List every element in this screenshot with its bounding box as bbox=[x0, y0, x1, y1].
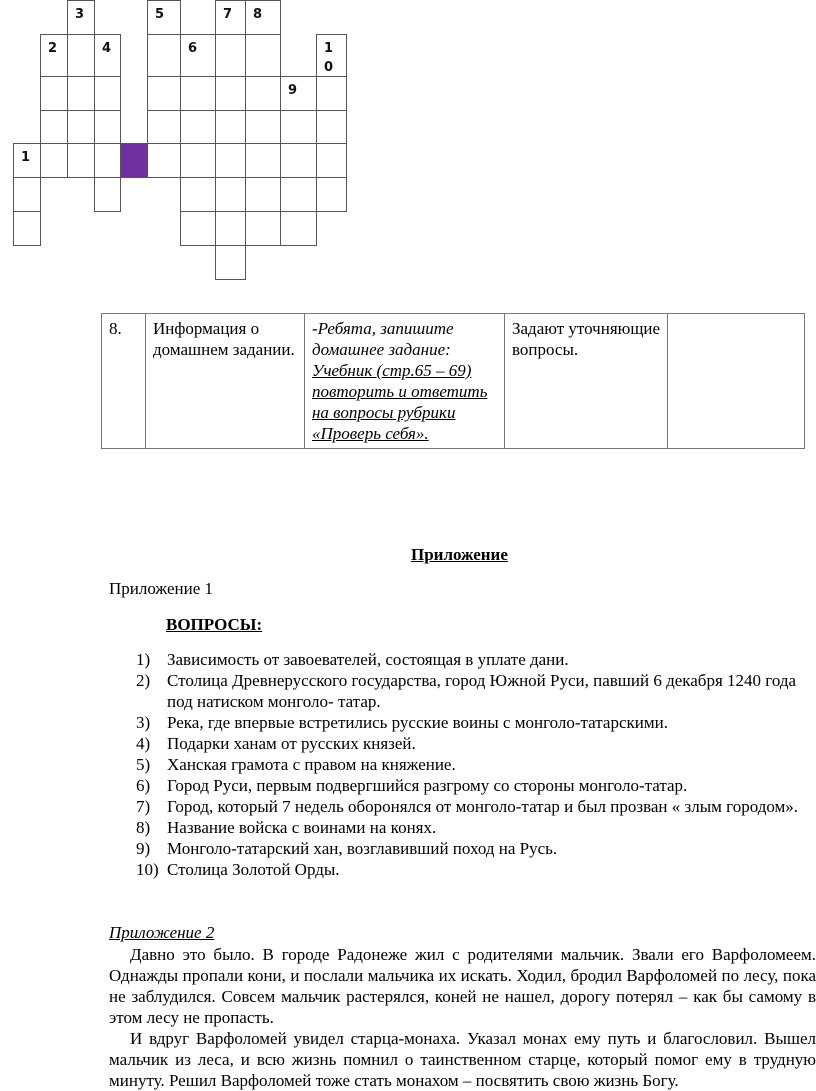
crossword-cell bbox=[245, 0, 281, 35]
question-text: Монголо-татарский хан, возглавивший поход на Русь. bbox=[167, 839, 558, 858]
clue-number: 10 bbox=[324, 41, 334, 75]
question-number: 1) bbox=[136, 650, 151, 669]
crossword-cell bbox=[67, 143, 95, 178]
crossword-cell bbox=[215, 143, 246, 178]
crossword-cell bbox=[147, 34, 181, 77]
story-paragraph: И вдруг Варфоломей увидел старца-монаха. Указал монах ему путь и благословил. Вышел мальчик из леса, и всю жизнь помнил о таинственном старце, который помог ему в трудную минуту. Решил Варфоломей тоже стать монахом – посвятить свою жизнь Богу. bbox=[109, 1029, 816, 1090]
question-item bbox=[136, 775, 806, 796]
question-text: Столица Древнерусского государства, город Южной Руси, павший 6 декабря 1240 года под натиском монголо- татар. bbox=[167, 671, 797, 711]
crossword-cell bbox=[147, 143, 181, 178]
clue-number: 2 bbox=[48, 41, 58, 56]
crossword-cell bbox=[180, 76, 216, 111]
crossword-cell bbox=[245, 34, 281, 77]
clue-number: 1 bbox=[21, 150, 31, 165]
crossword-cell bbox=[180, 177, 216, 212]
question-text: Подарки ханам от русских князей. bbox=[167, 734, 416, 753]
student-activity-cell: Задают уточняющие вопросы. bbox=[505, 314, 668, 449]
crossword-grid bbox=[0, 0, 360, 285]
crossword-cell bbox=[180, 143, 216, 178]
table-row bbox=[102, 314, 805, 449]
crossword-cell bbox=[245, 143, 281, 178]
crossword-cell bbox=[147, 0, 181, 35]
crossword-cell bbox=[40, 110, 68, 144]
crossword-cell bbox=[215, 0, 246, 35]
appendix-1-label: Приложение 1 bbox=[109, 579, 213, 598]
question-item bbox=[136, 796, 806, 817]
question-item bbox=[136, 817, 806, 838]
question-item bbox=[136, 712, 806, 733]
question-number: 5) bbox=[136, 755, 151, 774]
crossword-cell bbox=[245, 211, 281, 246]
crossword-cell bbox=[316, 177, 347, 212]
question-text: Зависимость от завоевателей, состоящая в уплате дани. bbox=[167, 650, 569, 669]
crossword-cell bbox=[215, 76, 246, 111]
homework-task-text: Учебник (стр.65 – 69) повторить и ответить на вопросы рубрики «Проверь себя». bbox=[312, 361, 488, 443]
appendix-heading: Приложение bbox=[411, 545, 508, 564]
crossword-cell bbox=[13, 177, 41, 212]
crossword-cell bbox=[316, 110, 347, 144]
crossword-cell bbox=[94, 143, 121, 178]
crossword-cell bbox=[316, 34, 347, 77]
question-text: Ханская грамота с правом на княжение. bbox=[167, 755, 456, 774]
question-number: 10) bbox=[136, 860, 159, 879]
clue-number: 9 bbox=[288, 83, 298, 98]
crossword-cell bbox=[215, 110, 246, 144]
question-text: Река, где впервые встретились русские воины с монголо-татарскими. bbox=[167, 713, 668, 732]
teacher-intro-text: -Ребята, запишите домашнее задание: bbox=[312, 319, 454, 359]
clue-number: 7 bbox=[223, 7, 233, 22]
crossword-cell bbox=[245, 76, 281, 111]
question-number: 7) bbox=[136, 797, 151, 816]
clue-number: 6 bbox=[188, 41, 198, 56]
question-number: 4) bbox=[136, 734, 151, 753]
crossword-cell bbox=[180, 110, 216, 144]
stage-name-cell: Информация о домашнем задании. bbox=[146, 314, 305, 449]
crossword-cell bbox=[94, 76, 121, 111]
question-number: 2) bbox=[136, 671, 151, 690]
clue-number: 4 bbox=[102, 41, 112, 56]
clue-number: 8 bbox=[253, 7, 263, 22]
question-item bbox=[136, 670, 806, 712]
story-paragraph: Давно это было. В городе Радонеже жил с родителями мальчик. Звали его Варфоломеем. Однажды пропали кони, и послали мальчика их искать. Ходил, бродил Варфоломей по лесу, пока не заблудился. Совсем мальчик растерялся, коней не нашел, дорогу потерял – как бы самому в этом лесу не пропасть. bbox=[109, 945, 816, 1027]
question-item bbox=[136, 649, 806, 670]
crossword-cell bbox=[40, 76, 68, 111]
crossword-cell bbox=[40, 34, 68, 77]
crossword-cell bbox=[215, 245, 246, 280]
question-text: Столица Золотой Орды. bbox=[167, 860, 340, 879]
questions-heading: ВОПРОСЫ: bbox=[166, 615, 263, 634]
crossword-cell bbox=[147, 76, 181, 111]
stage-number-cell: 8. bbox=[102, 314, 146, 449]
lesson-plan-table bbox=[101, 313, 805, 449]
crossword-cell bbox=[316, 143, 347, 178]
crossword-cell bbox=[67, 76, 95, 111]
crossword-cell bbox=[94, 110, 121, 144]
question-number: 3) bbox=[136, 713, 151, 732]
question-text: Город Руси, первым подвергшийся разгрому со стороны монголо-татар. bbox=[167, 776, 688, 795]
question-text: Название войска с воинами на конях. bbox=[167, 818, 437, 837]
crossword-cell bbox=[215, 211, 246, 246]
question-item bbox=[136, 754, 806, 775]
crossword-cell bbox=[67, 0, 95, 35]
crossword-cell bbox=[280, 76, 317, 111]
crossword-cell bbox=[245, 110, 281, 144]
question-text: Город, который 7 недель оборонялся от монголо-татар и был прозван « злым городом». bbox=[167, 797, 799, 816]
question-item bbox=[136, 838, 806, 859]
crossword-cell bbox=[67, 110, 95, 144]
question-number: 9) bbox=[136, 839, 151, 858]
question-item bbox=[136, 859, 806, 880]
crossword-cell bbox=[280, 177, 317, 212]
crossword-cell bbox=[147, 110, 181, 144]
crossword-cell bbox=[215, 177, 246, 212]
crossword-cell-highlighted bbox=[120, 143, 148, 178]
crossword-cell bbox=[215, 34, 246, 77]
questions-list bbox=[136, 649, 806, 880]
teacher-activity-cell bbox=[305, 314, 505, 449]
clue-number: 3 bbox=[75, 7, 85, 22]
story-text bbox=[109, 944, 816, 1091]
crossword-cell bbox=[13, 211, 41, 246]
question-number: 6) bbox=[136, 776, 151, 795]
clue-number: 5 bbox=[155, 7, 165, 22]
question-number: 8) bbox=[136, 818, 151, 837]
question-item bbox=[136, 733, 806, 754]
crossword-cell bbox=[280, 211, 317, 246]
appendix-2-label: Приложение 2 bbox=[109, 923, 215, 942]
crossword-cell bbox=[245, 177, 281, 212]
crossword-cell bbox=[94, 34, 121, 77]
crossword-cell bbox=[280, 143, 317, 178]
crossword-cell bbox=[180, 211, 216, 246]
crossword-cell bbox=[67, 34, 95, 77]
notes-cell bbox=[668, 314, 805, 449]
crossword-cell bbox=[316, 76, 347, 111]
crossword-cell bbox=[40, 143, 68, 178]
crossword-cell bbox=[94, 177, 121, 212]
crossword-cell bbox=[180, 34, 216, 77]
crossword-cell bbox=[13, 143, 41, 178]
crossword-cell bbox=[280, 110, 317, 144]
